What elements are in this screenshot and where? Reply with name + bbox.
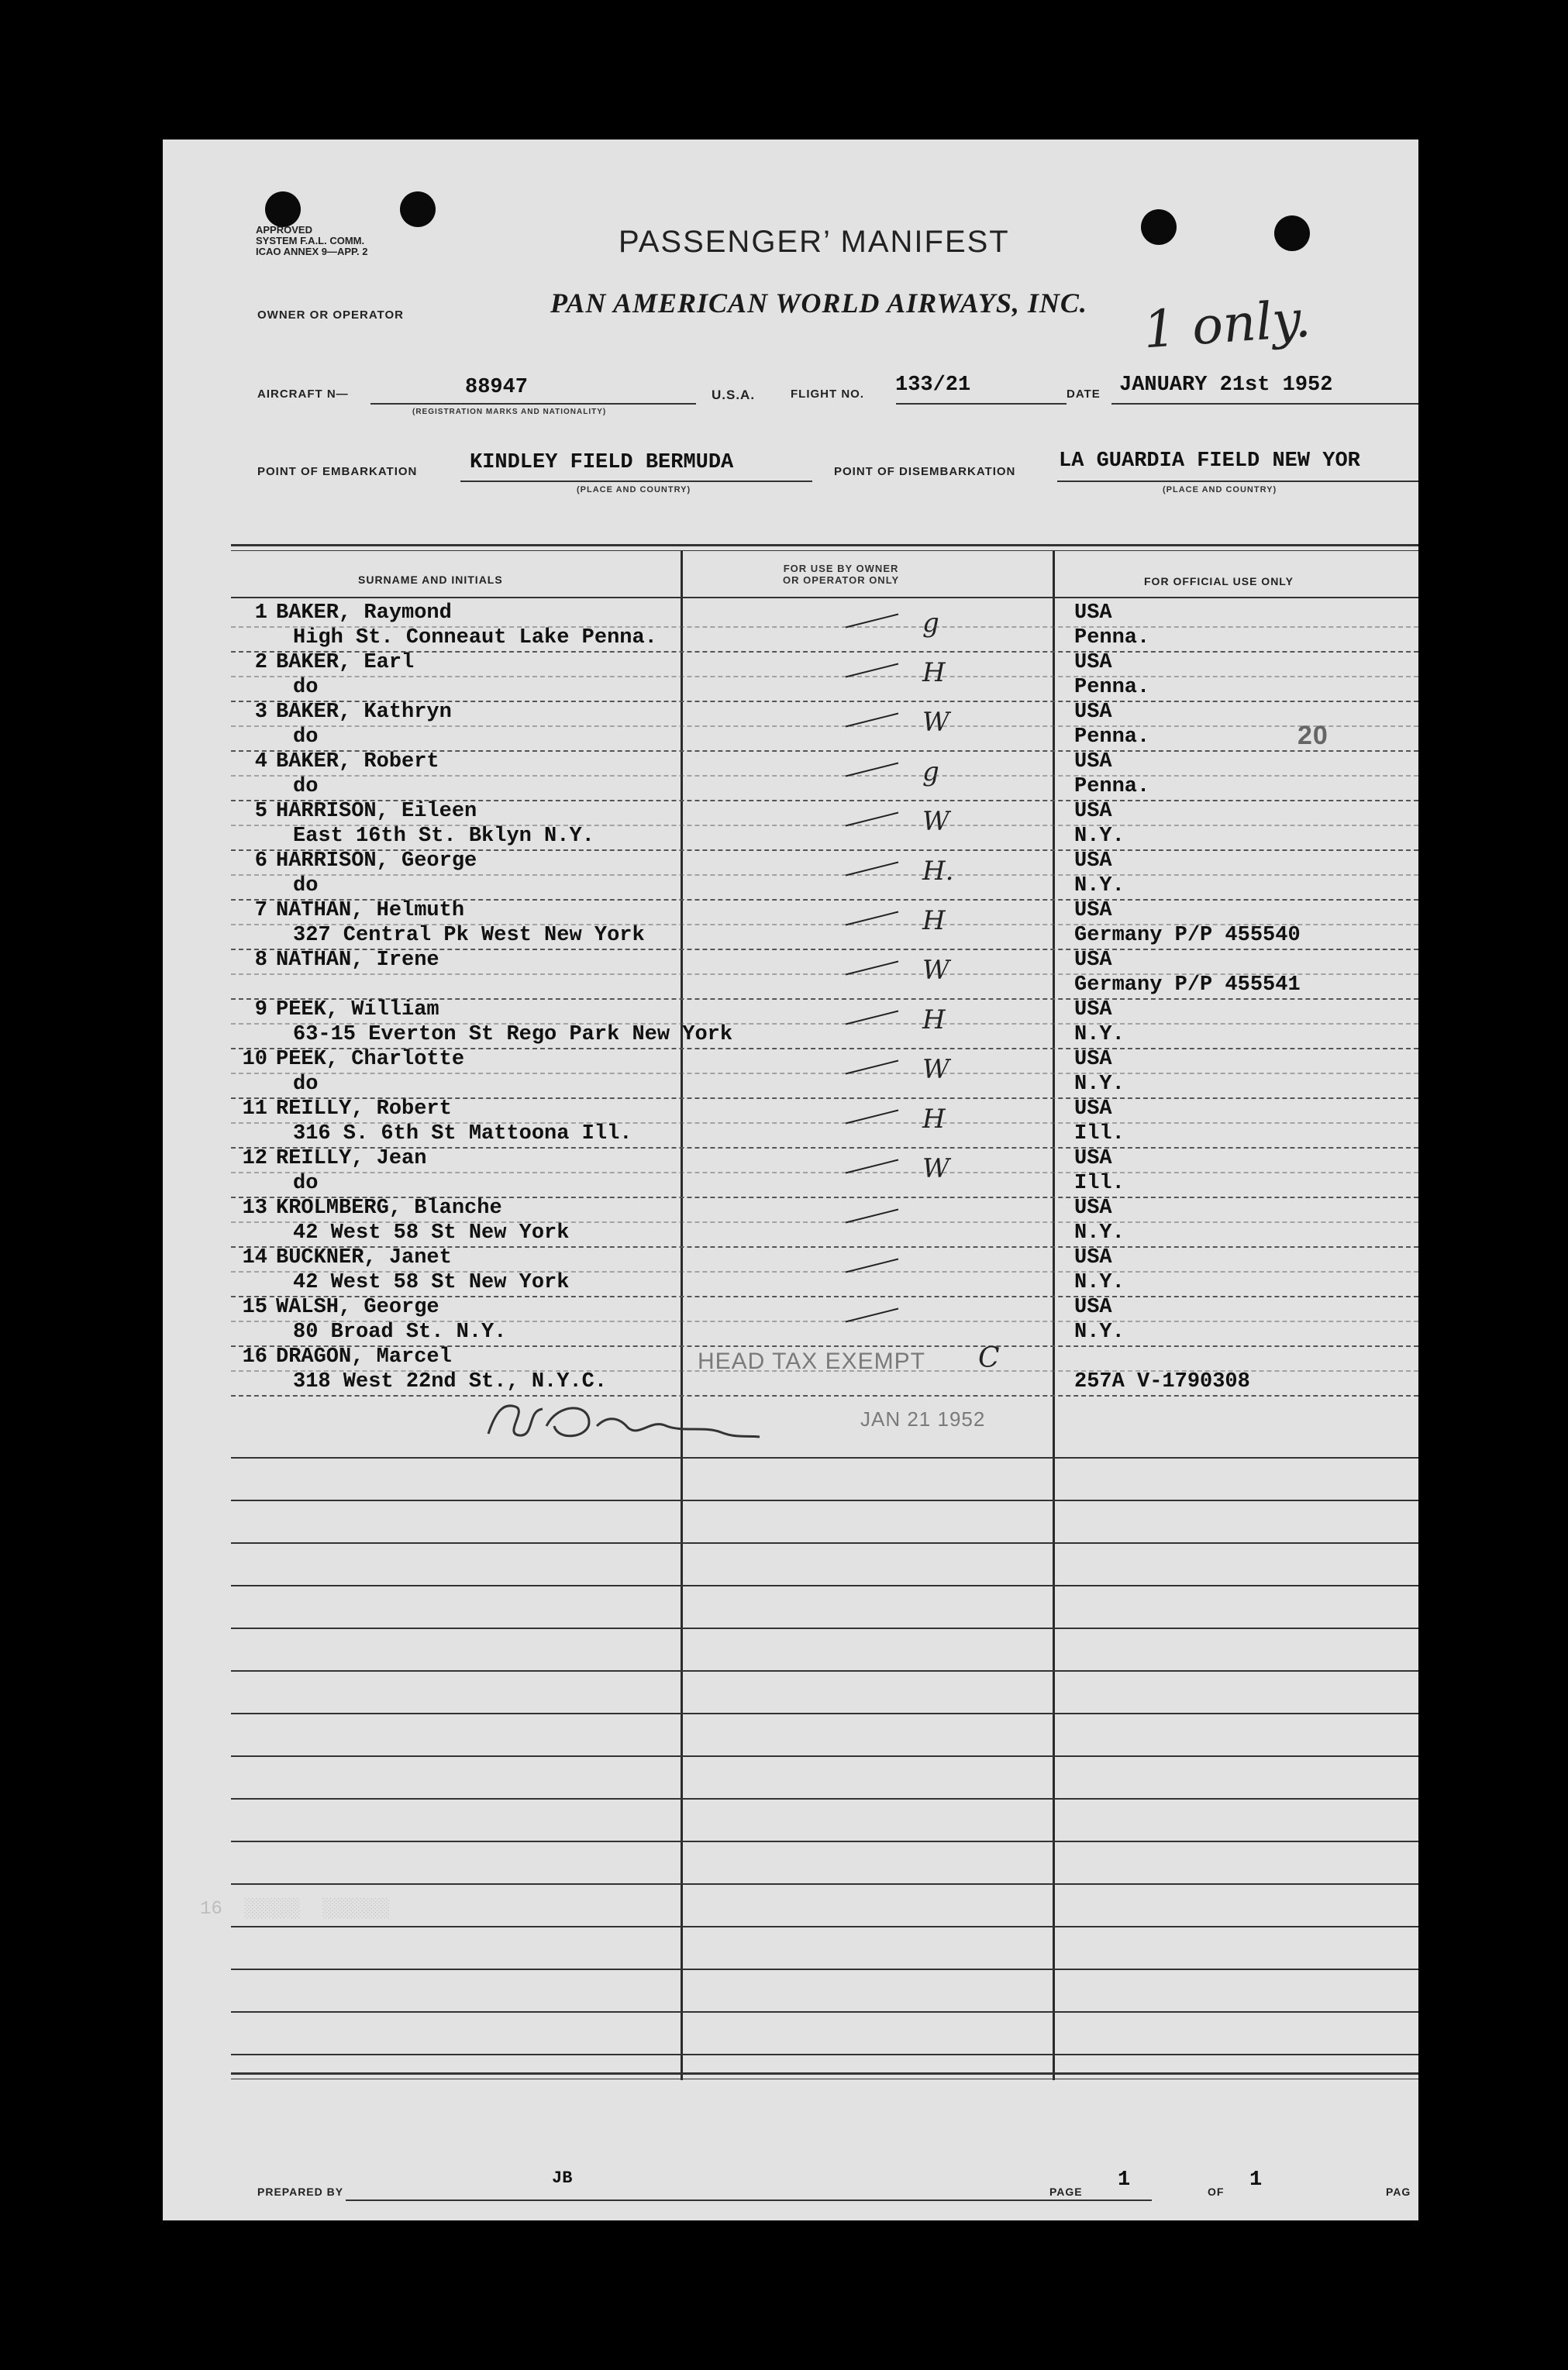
passenger-name: HARRISON, Eileen: [276, 800, 477, 823]
passenger-nationality: USA: [1074, 1246, 1112, 1269]
passenger-address: 327 Central Pk West New York: [293, 924, 645, 947]
blank-rule: [231, 1926, 1418, 1927]
blank-rule: [231, 1755, 1418, 1757]
passenger-name: BAKER, Robert: [276, 750, 439, 773]
passenger-baggage-mark: W: [922, 955, 949, 986]
passenger-name: BAKER, Earl: [276, 651, 415, 674]
passenger-nationality: USA: [1074, 899, 1112, 922]
blank-rule: [231, 1969, 1418, 1970]
passenger-residence: N.Y.: [1074, 1221, 1125, 1245]
passenger-nationality: USA: [1074, 1197, 1112, 1220]
ghost-entry: 16 ░░░░░ ░░░░░░: [200, 1899, 390, 1920]
passenger-residence: N.Y.: [1074, 874, 1125, 897]
passenger-name: NATHAN, Irene: [276, 949, 439, 972]
punch-hole: [1274, 215, 1310, 251]
row-separator: [231, 1321, 1418, 1322]
surname-column-header: SURNAME AND INITIALS: [358, 574, 503, 586]
row-separator: [231, 1395, 1418, 1397]
row-separator: [231, 725, 1418, 727]
handwritten-note: 1 only.: [1141, 288, 1313, 360]
passenger-nationality: USA: [1074, 701, 1112, 724]
of-label: OF: [1208, 2186, 1225, 2198]
blank-rule: [231, 1457, 1418, 1459]
disembarkation-caption: (PLACE AND COUNTRY): [1163, 485, 1277, 494]
flight-number: 133/21: [895, 374, 971, 397]
passenger-number: 14: [242, 1246, 267, 1269]
owner-use-header-line: FOR USE BY OWNER: [783, 563, 899, 574]
passenger-residence: N.Y.: [1074, 825, 1125, 848]
passenger-baggage-mark: W: [922, 1153, 949, 1184]
blank-rule: [231, 1542, 1418, 1544]
blank-rule: [231, 1713, 1418, 1714]
owner-use-header-line: OR OPERATOR ONLY: [783, 574, 900, 586]
passenger-address: 42 West 58 St New York: [293, 1271, 570, 1294]
passenger-name: KROLMBERG, Blanche: [276, 1197, 502, 1220]
embarkation-caption: (PLACE AND COUNTRY): [577, 485, 691, 494]
passenger-number: 15: [242, 1296, 267, 1319]
passenger-baggage-mark: g: [922, 608, 939, 639]
passenger-name: HARRISON, George: [276, 849, 477, 873]
passenger-nationality: USA: [1074, 1048, 1112, 1071]
prepared-by-label: PREPARED BY: [257, 2186, 344, 2198]
disembarkation-underline: [1057, 481, 1418, 482]
approval-line: APPROVED: [256, 224, 312, 236]
passenger-baggage-mark: W: [922, 806, 949, 837]
passenger-number: 7: [254, 899, 267, 922]
approval-line: SYSTEM F.A.L. COMM.: [256, 235, 365, 246]
page-label: PAGE: [1049, 2186, 1083, 2198]
passenger-baggage-mark: g: [922, 756, 939, 787]
blank-rule: [231, 1798, 1418, 1800]
passenger-number: 16: [242, 1345, 267, 1369]
official-use-header: FOR OFFICIAL USE ONLY: [1144, 575, 1294, 587]
passenger-address: do: [293, 1172, 319, 1195]
flight-date: JANUARY 21st 1952: [1119, 374, 1333, 397]
form-title: PASSENGER’ MANIFEST: [619, 225, 1010, 259]
passenger-residence: N.Y.: [1074, 1073, 1125, 1096]
blank-rule: [231, 1500, 1418, 1501]
date-stamp: JAN 21 1952: [860, 1407, 986, 1431]
row-separator: [231, 1221, 1418, 1223]
usa-label: U.S.A.: [712, 388, 756, 402]
passenger-number: 2: [254, 651, 267, 674]
passenger-address: East 16th St. Bklyn N.Y.: [293, 825, 594, 848]
head-tax-mark: C: [978, 1342, 1000, 1374]
row-separator: [231, 626, 1418, 628]
passenger-number: 12: [242, 1147, 267, 1170]
column-divider: [681, 550, 683, 2080]
passenger-number: 10: [242, 1048, 267, 1071]
passenger-nationality: USA: [1074, 750, 1112, 773]
passenger-address: do: [293, 1073, 319, 1096]
passenger-baggage-mark: H.: [922, 856, 954, 887]
row-separator: [231, 1073, 1418, 1074]
registration-caption: (REGISTRATION MARKS AND NATIONALITY): [412, 408, 607, 416]
passenger-address: 42 West 58 St New York: [293, 1221, 570, 1245]
row-separator: [231, 1172, 1418, 1173]
passenger-baggage-mark: H: [922, 905, 946, 936]
passenger-address: 80 Broad St. N.Y.: [293, 1321, 507, 1344]
row-separator: [231, 973, 1418, 975]
flight-label: FLIGHT NO.: [791, 388, 864, 401]
passenger-address: 63-15 Everton St Rego Park New York: [293, 1023, 733, 1046]
passenger-residence: 257A V-1790308: [1074, 1370, 1250, 1393]
passenger-nationality: USA: [1074, 998, 1112, 1021]
embarkation-label: POINT OF EMBARKATION: [257, 465, 418, 478]
passenger-name: REILLY, Robert: [276, 1097, 452, 1121]
passenger-residence: Penna.: [1074, 626, 1150, 649]
aircraft-number: 88947: [465, 376, 529, 399]
passenger-name: BAKER, Raymond: [276, 601, 452, 625]
embarkation-point: KINDLEY FIELD BERMUDA: [470, 451, 734, 474]
manifest-page: [163, 140, 1418, 2220]
passenger-nationality: USA: [1074, 601, 1112, 625]
passenger-baggage-mark: H: [922, 1104, 946, 1135]
table-bottom-rule: [231, 2072, 1418, 2075]
punch-hole: [1141, 209, 1177, 245]
embarkation-underline: [460, 481, 812, 482]
head-tax-stamp: HEAD TAX EXEMPT: [698, 1349, 925, 1374]
page-label-cutoff: PAG: [1386, 2186, 1411, 2198]
passenger-baggage-mark: H: [922, 657, 946, 688]
owner-use-header: [783, 563, 899, 586]
page-total: 1: [1249, 2168, 1263, 2192]
passenger-number: 4: [254, 750, 267, 773]
passenger-number: 6: [254, 849, 267, 873]
passenger-nationality: USA: [1074, 1296, 1112, 1319]
passenger-address: do: [293, 775, 319, 798]
blank-rule: [231, 1585, 1418, 1586]
passenger-nationality: USA: [1074, 849, 1112, 873]
passenger-baggage-mark: W: [922, 1054, 949, 1085]
passenger-name: NATHAN, Helmuth: [276, 899, 465, 922]
passenger-address: 316 S. 6th St Mattoona Ill.: [293, 1122, 632, 1145]
passenger-residence: Ill.: [1074, 1172, 1125, 1195]
owner-label: OWNER OR OPERATOR: [257, 308, 404, 322]
passenger-address: do: [293, 725, 319, 749]
row-separator: [231, 924, 1418, 925]
punch-hole: [265, 191, 301, 227]
passenger-nationality: USA: [1074, 1097, 1112, 1121]
disembarkation-point: LA GUARDIA FIELD NEW YOR: [1059, 450, 1360, 473]
passenger-name: REILLY, Jean: [276, 1147, 427, 1170]
aircraft-label: AIRCRAFT N—: [257, 388, 349, 401]
row-separator: [231, 676, 1418, 677]
row-separator: [231, 1122, 1418, 1124]
prepared-by-underline: [346, 2199, 1152, 2201]
passenger-residence: Penna.: [1074, 775, 1150, 798]
date-underline: [1111, 403, 1418, 405]
blank-rule: [231, 1628, 1418, 1629]
official-number-stamp: 20: [1297, 721, 1328, 750]
passenger-residence: N.Y.: [1074, 1321, 1125, 1344]
passenger-name: BUCKNER, Janet: [276, 1246, 452, 1269]
passenger-address: High St. Conneaut Lake Penna.: [293, 626, 657, 649]
passenger-number: 1: [254, 601, 267, 625]
passenger-name: WALSH, George: [276, 1296, 439, 1319]
approval-block: [256, 225, 368, 257]
passenger-name: PEEK, Charlotte: [276, 1048, 465, 1071]
inspector-signature: [473, 1380, 767, 1449]
passenger-name: BAKER, Kathryn: [276, 701, 452, 724]
passenger-nationality: USA: [1074, 1147, 1112, 1170]
table-top-rule: [231, 544, 1418, 546]
page-number: 1: [1118, 2168, 1131, 2192]
flight-underline: [896, 403, 1067, 405]
passenger-number: 9: [254, 998, 267, 1021]
blank-rule: [231, 2054, 1418, 2055]
passenger-residence: Ill.: [1074, 1122, 1125, 1145]
passenger-nationality: USA: [1074, 800, 1112, 823]
table-top-rule: [231, 550, 1418, 551]
prepared-by-initials: JB: [552, 2168, 573, 2188]
approval-line: ICAO ANNEX 9—APP. 2: [256, 246, 368, 257]
passenger-nationality: USA: [1074, 949, 1112, 972]
passenger-baggage-mark: H: [922, 1004, 946, 1035]
passenger-number: 5: [254, 800, 267, 823]
passenger-address: do: [293, 874, 319, 897]
punch-hole: [400, 191, 436, 227]
passenger-residence: Germany P/P 455540: [1074, 924, 1301, 947]
passenger-number: 11: [242, 1097, 267, 1121]
passenger-residence: Penna.: [1074, 676, 1150, 699]
row-separator: [231, 1271, 1418, 1273]
passenger-number: 13: [242, 1197, 267, 1220]
passenger-address: do: [293, 676, 319, 699]
disembarkation-label: POINT OF DISEMBARKATION: [834, 465, 1016, 478]
blank-rule: [231, 2011, 1418, 2013]
blank-rule: [231, 1841, 1418, 1842]
passenger-nationality: USA: [1074, 651, 1112, 674]
passenger-residence: N.Y.: [1074, 1023, 1125, 1046]
row-separator: [231, 874, 1418, 876]
aircraft-underline: [370, 403, 696, 405]
passenger-residence: N.Y.: [1074, 1271, 1125, 1294]
passenger-address: 318 West 22nd St., N.Y.C.: [293, 1370, 608, 1393]
date-label: DATE: [1067, 388, 1101, 401]
column-divider: [1053, 550, 1055, 2080]
header-rule: [231, 597, 1418, 598]
passenger-residence: Penna.: [1074, 725, 1150, 749]
airline-name: PAN AMERICAN WORLD AIRWAYS, INC.: [550, 288, 1087, 319]
row-separator: [231, 775, 1418, 777]
blank-rule: [231, 1883, 1418, 1885]
blank-rule: [231, 1670, 1418, 1672]
row-separator: [231, 825, 1418, 826]
passenger-name: DRAGON, Marcel: [276, 1345, 452, 1369]
passenger-number: 8: [254, 949, 267, 972]
passenger-residence: Germany P/P 455541: [1074, 973, 1301, 997]
passenger-name: PEEK, William: [276, 998, 439, 1021]
passenger-number: 3: [254, 701, 267, 724]
passenger-baggage-mark: W: [922, 707, 949, 738]
row-separator: [231, 1023, 1418, 1025]
